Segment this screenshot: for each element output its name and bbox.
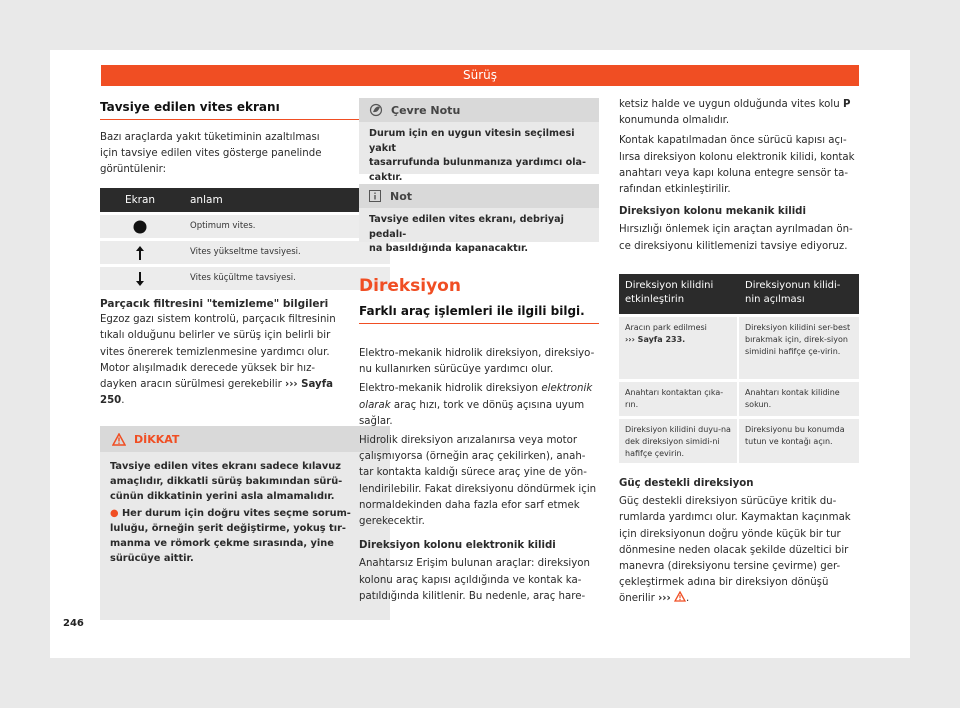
text-line: Tavsiye edilen vites ekranı, debriyaj pedalı- bbox=[369, 214, 564, 240]
text-line: patıldığında kilitlenir. Bu nedenle, araç hare- bbox=[359, 590, 586, 602]
warning-title: DİKKAT bbox=[134, 432, 180, 446]
text-line: çalışmıyorsa (örneğin araç çekilirken), anah- bbox=[359, 451, 586, 463]
filled-circle-icon bbox=[133, 220, 147, 234]
text-line: kolonu araç kapısı açıldığında ve kontak ka- bbox=[359, 574, 582, 586]
text-line: tıkalı olduğunu belirler ve sürüş için belirli bir bbox=[100, 330, 331, 342]
table-header bbox=[619, 274, 859, 314]
text-line: için tavsiye edilen vites gösterge panelinde bbox=[100, 148, 322, 160]
section-title: Direksiyon bbox=[359, 276, 461, 296]
text-line: Güç destekli direksiyon sürücüye kritik du- bbox=[619, 496, 837, 508]
table-cell: Direksiyon kilidini ser-best bırakmak için, direk-siyon simidini hafifçe çe-virin. bbox=[745, 323, 851, 356]
table-header-cell: Direksiyonun kilidi-nin açılması bbox=[745, 280, 841, 305]
text-line: luluğu, örneğin şerit değiştirme, yokuş tır- bbox=[110, 523, 346, 534]
subheading: Parçacık filtresini "temizleme" bilgileri bbox=[100, 298, 329, 310]
text-line: caktır. bbox=[369, 171, 403, 183]
text-line: Elektro-mekanik hidrolik direksiyon bbox=[359, 383, 539, 395]
text-line: normaldekinden daha fazla efor sarf etmek bbox=[359, 499, 580, 511]
info-icon bbox=[369, 190, 381, 202]
power-steering-section: Güç destekli direksiyon Güç destekli direksiyon sürücüye kritik du- rumlarda yardımcı olur. Kaymaktan kaçınmak için direksiyonun doğru yönde küçük bir tur dönmesine neden olacak şekilde düzeltici bir manevra (direksiyonu tersine çevirme) ger- çekleştirmek adına bir direksiyon dönüşü önerilir ››› . bbox=[619, 476, 864, 608]
gear-position: P bbox=[842, 99, 851, 110]
leaf-icon bbox=[369, 103, 383, 117]
text-line: anahtarı veya kapı koluna entegre sensör ta- bbox=[619, 167, 849, 179]
table-header-cell: Ekran bbox=[124, 194, 156, 206]
text-line: manma ve römork çekme sırasında, yine bbox=[110, 538, 334, 549]
text-line: çekleştirmek adına bir direksiyon dönüşü bbox=[619, 577, 829, 589]
warning-triangle-icon[interactable] bbox=[674, 591, 686, 602]
text-line: dönmesine neden olacak şekilde düzeltici bir bbox=[619, 544, 849, 556]
table-cell: Anahtarı kontak kilidine sokun. bbox=[745, 388, 840, 409]
table-header bbox=[100, 188, 390, 212]
text-line: cünün dikkatinin yerini asla almamalıdır. bbox=[110, 491, 335, 502]
text-line: Egzoz gazı sistem kontrolü, parçacık filtresinin bbox=[100, 314, 336, 326]
table-header-cell: anlam bbox=[190, 194, 223, 206]
text-line: manevra (direksiyonu tersine çevirme) ger- bbox=[619, 561, 841, 573]
text-line: gerekecektir. bbox=[359, 516, 425, 528]
note-title: Not bbox=[390, 189, 413, 203]
table-cell: Aracın park edilmesi bbox=[625, 323, 707, 332]
arrow-down-icon bbox=[135, 271, 145, 287]
text-line: tar kontakta kaldığı sürece araç yine de yön- bbox=[359, 467, 587, 479]
environment-note-box bbox=[359, 98, 599, 183]
table-row bbox=[100, 215, 390, 238]
text-line: amaçlıdır, dikkatli sürüş bakımından sürü- bbox=[110, 476, 343, 487]
text-line: lendirilebilir. Fakat direksiyonu döndürmek için bbox=[359, 483, 597, 495]
table-cell: Direksiyonu bu konumda tutun ve kontağı açın. bbox=[745, 425, 845, 446]
subsection-title: Farklı araç işlemleri ile ilgili bilgi. bbox=[359, 304, 599, 324]
table-cell: Vites küçültme tavsiyesi. bbox=[190, 273, 296, 283]
direksiyon-text bbox=[359, 346, 609, 605]
table-row bbox=[100, 241, 390, 264]
text-line: Elektro-mekanik hidrolik direksiyon, direksiyo- bbox=[359, 348, 595, 359]
text-line: Motor alışılmadık derecede yüksek bir hız- bbox=[100, 362, 316, 374]
bullet-icon: ● bbox=[110, 508, 119, 519]
text-line: dayken aracın sürülmesi gerekebilir bbox=[100, 379, 282, 391]
warning-title-bar bbox=[100, 426, 390, 452]
section-heading: Tavsiye edilen vites ekranı bbox=[100, 100, 390, 120]
text-line: Tavsiye edilen vites ekranı sadece kılavuz bbox=[110, 461, 341, 472]
text-line: Hidrolik direksiyon arızalanırsa veya motor bbox=[359, 435, 578, 447]
italic-text: elektronik bbox=[541, 383, 593, 395]
table-row bbox=[619, 419, 859, 463]
table-cell: Vites yükseltme tavsiyesi. bbox=[190, 247, 301, 257]
table-row bbox=[619, 317, 859, 379]
gear-display-table bbox=[100, 188, 390, 290]
note-title-bar bbox=[359, 184, 599, 208]
text-line: Hırsızlığı önlemek için araçtan ayrılmadan ön- bbox=[619, 224, 853, 236]
filter-section: Parçacık filtresini "temizleme" bilgileri Egzoz gazı sistem kontrolü, parçacık filtresinin tıkalı olduğunu belirler ve sürüş için belirli bir vites önererek temizlenmesine yardımcı olur. Motor alışılmadık derecede yüksek bir hız- dayken aracın sürülmesi gerekebilir ››› Sayfa 250. bbox=[100, 296, 390, 409]
column-1 bbox=[100, 100, 390, 120]
text-line: konumunda olmalıdır. bbox=[619, 115, 730, 127]
table-header-cell: Direksiyon kilidini etkinleştirin bbox=[625, 280, 714, 305]
text-line: araç hızı, tork ve dönüş açısına uyum bbox=[393, 399, 585, 411]
text-line: ketsiz halde ve uygun olduğunda vites kolu bbox=[619, 99, 840, 110]
text-line: Her durum için doğru vites seçme sorum- bbox=[121, 508, 351, 519]
table-row bbox=[100, 267, 390, 290]
text-line: na basıldığında kapanacaktır. bbox=[369, 243, 529, 254]
arrow-up-icon bbox=[135, 245, 145, 261]
subheading: Direksiyon kolonu mekanik kilidi bbox=[619, 206, 806, 218]
text-line: için direksiyonun doğru yönde küçük bir tur bbox=[619, 528, 841, 540]
note-box bbox=[359, 184, 599, 254]
chapter-header: Sürüş bbox=[101, 65, 859, 86]
text-line: lırsa direksiyon kolonu elektronik kilidi, kontak bbox=[619, 151, 855, 163]
text-line: rafından etkinleştirilir. bbox=[619, 184, 731, 196]
steering-lock-table bbox=[619, 274, 859, 463]
text-line: tasarrufunda bulunmanıza yardımcı ola- bbox=[369, 157, 586, 168]
table-row bbox=[619, 382, 859, 416]
reference-arrows[interactable]: ››› bbox=[658, 593, 671, 605]
warning-box bbox=[100, 426, 390, 620]
page-number: 246 bbox=[63, 618, 84, 629]
text-line: Kontak kapatılmadan önce sürücü kapısı açı- bbox=[619, 135, 847, 147]
manual-page bbox=[50, 50, 910, 658]
text-line: önerilir bbox=[619, 593, 655, 605]
table-cell: Anahtarı kontaktan çıka-rın. bbox=[619, 382, 739, 416]
subheading: Direksiyon kolonu elektronik kilidi bbox=[359, 540, 556, 552]
text-line: Durum için en uygun vitesin seçilmesi yakıt bbox=[369, 128, 575, 154]
env-title: Çevre Notu bbox=[391, 103, 461, 117]
env-title-bar bbox=[359, 98, 599, 122]
direksiyon-section bbox=[359, 276, 599, 324]
text-line: görüntülenir: bbox=[100, 164, 167, 176]
text-line: ce direksiyonu kilitlemenizi tavsiye ediyoruz. bbox=[619, 240, 848, 252]
page-ref-number[interactable]: 250 bbox=[100, 395, 122, 407]
warning-triangle-icon bbox=[112, 433, 126, 446]
table-cell: Optimum vites. bbox=[190, 221, 256, 231]
subheading: Güç destekli direksiyon bbox=[619, 478, 754, 489]
italic-text: olarak bbox=[359, 399, 391, 411]
text-line: Anahtarsız Erişim bulunan araçlar: direksiyon bbox=[359, 558, 590, 570]
text-line: sürücüye aittir. bbox=[110, 553, 194, 564]
text-line: sağlar. bbox=[359, 415, 393, 427]
text-line: Bazı araçlarda yakıt tüketiminin azaltılması bbox=[100, 132, 320, 143]
text-line: rumlarda yardımcı olur. Kaymaktan kaçınmak bbox=[619, 512, 851, 524]
page-ref-link[interactable]: ››› Sayfa bbox=[285, 379, 334, 391]
text-line: nu kullanırken sürücüye yardımcı olur. bbox=[359, 364, 554, 376]
intro-text bbox=[100, 130, 390, 179]
table-cell: Direksiyon kilidini duyu-na dek direksiyon simidi-ni hafifçe çevirin. bbox=[619, 419, 739, 463]
column-3-text bbox=[619, 97, 864, 255]
page-ref-link[interactable]: ››› Sayfa 233. bbox=[625, 335, 686, 344]
text-line: vites önererek temizlenmesine yardımcı olur. bbox=[100, 346, 330, 358]
